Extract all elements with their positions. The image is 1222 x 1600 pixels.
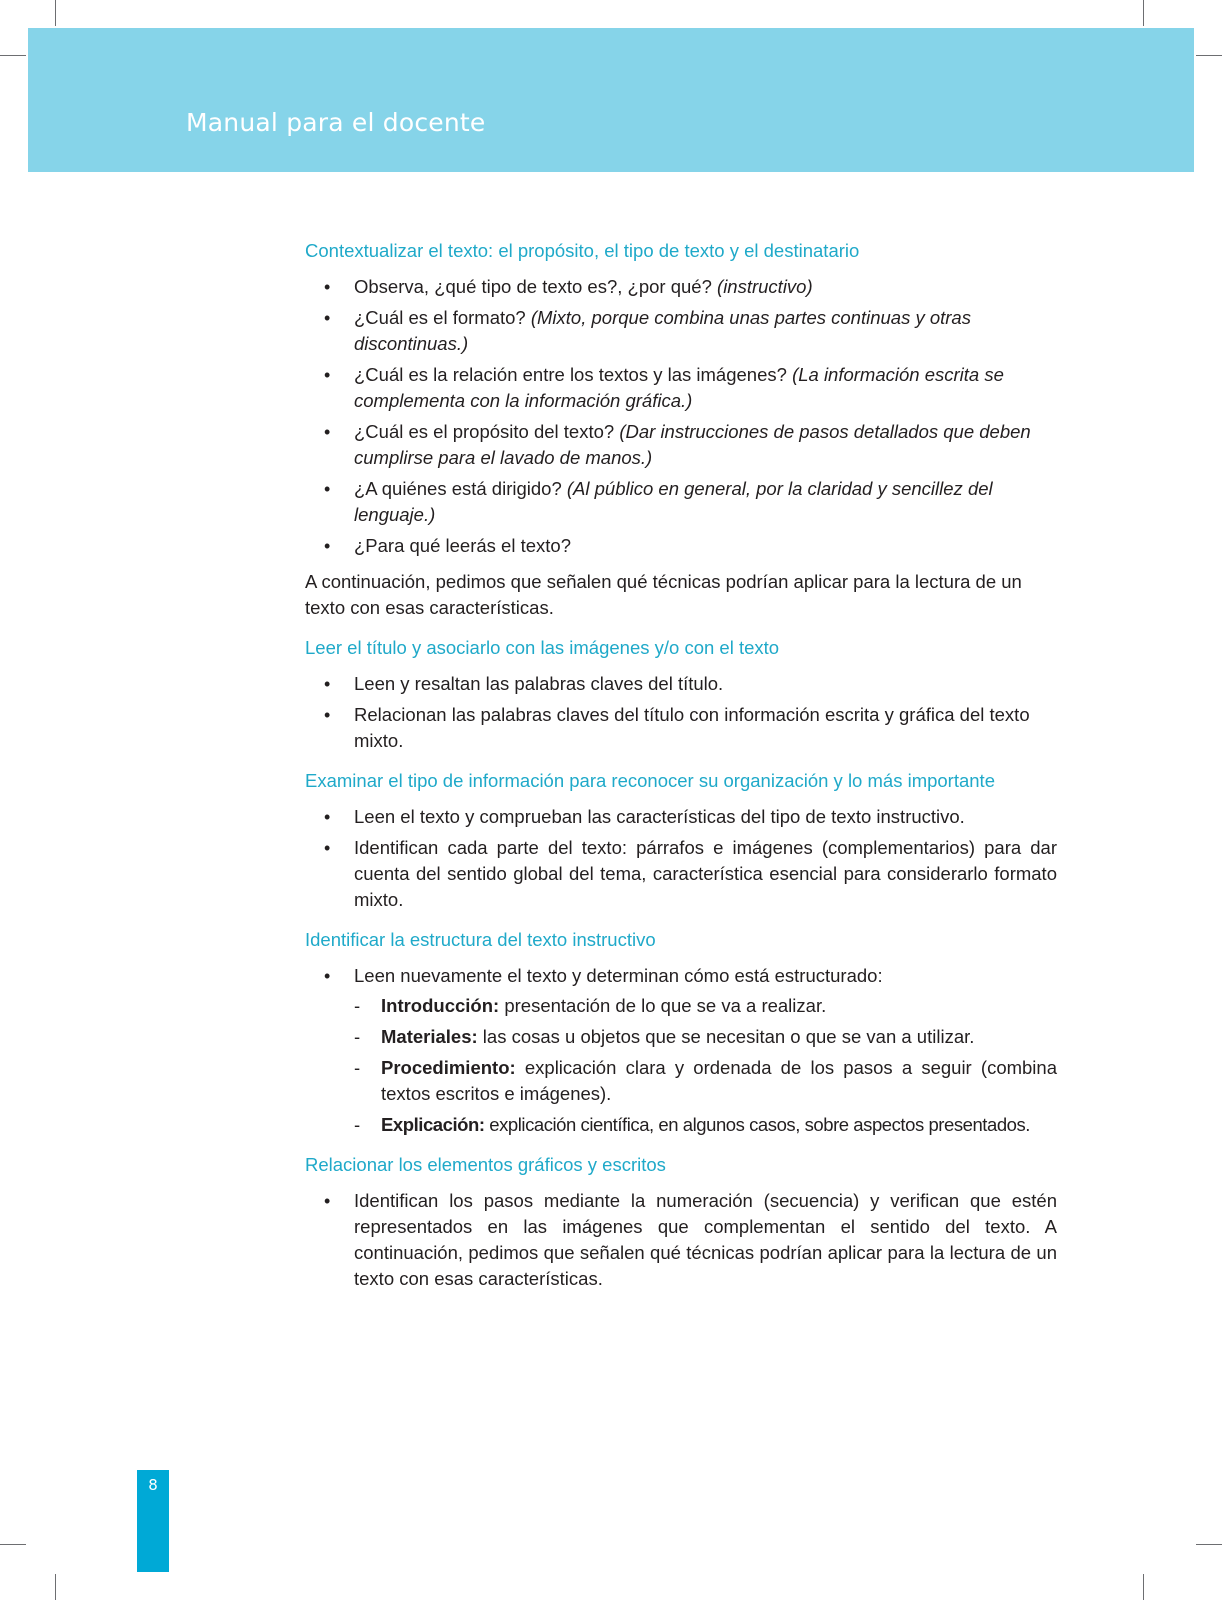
section-heading: Contextualizar el texto: el propósito, el tipo de texto y el destinatario: [305, 240, 860, 261]
list-item: [305, 362, 1057, 414]
answer-text: (Dar instrucciones de pasos detallados que deben cumplirse para el lavado de manos.): [354, 421, 1031, 468]
section-contextualizar: [305, 238, 1057, 621]
list-item: [305, 419, 1057, 471]
crop-mark: [0, 1544, 26, 1545]
sub-list-item: [354, 1055, 1057, 1107]
term-label: Introducción:: [381, 995, 500, 1016]
question-text: ¿A quiénes está dirigido?: [354, 478, 562, 499]
bullet-list: [305, 274, 1057, 559]
bullet-list: [305, 671, 1057, 754]
list-item: [305, 476, 1057, 528]
list-item: [305, 274, 1057, 300]
crop-mark: [1196, 55, 1222, 56]
main-content: [305, 238, 1057, 1297]
dash-icon: -: [354, 1057, 361, 1078]
section-examinar: [305, 768, 1057, 913]
bullet-list: [305, 1188, 1057, 1292]
bullet-icon: •: [324, 838, 331, 858]
question-text: ¿Para qué leerás el texto?: [354, 535, 571, 556]
bullet-list: [305, 804, 1057, 913]
dash-list: [354, 993, 1057, 1138]
bullet-icon: •: [324, 422, 331, 442]
list-item-text: Identifican cada parte del texto: párrafos e imágenes (complementarios) para dar cuenta del sentido global del tema, característica esencial para considerarlo formato mixto.: [354, 837, 1057, 910]
answer-text: (instructivo): [717, 276, 813, 297]
question-text: ¿Cuál es el propósito del texto?: [354, 421, 615, 442]
bullet-icon: •: [324, 705, 331, 725]
list-item-text: Relacionan las palabras claves del título con información escrita y gráfica del texto mixto.: [354, 704, 1030, 751]
header-title: Manual para el docente: [186, 108, 486, 137]
section-heading: Relacionar los elementos gráficos y escritos: [305, 1154, 666, 1175]
term-description: las cosas u objetos que se necesitan o que se van a utilizar.: [477, 1026, 975, 1047]
answer-text: (Mixto, porque combina unas partes continuas y otras discontinuas.): [354, 307, 971, 354]
term-label: Materiales:: [381, 1026, 478, 1047]
term-label: Explicación:: [381, 1114, 485, 1135]
crop-mark: [1143, 1574, 1144, 1600]
bullet-icon: •: [324, 674, 331, 694]
crop-mark: [1196, 1544, 1222, 1545]
list-item: [305, 963, 1057, 1138]
section-heading: Examinar el tipo de información para reconocer su organización y lo más importante: [305, 770, 995, 791]
bullet-list: [305, 963, 1057, 1138]
dash-icon: -: [354, 1114, 360, 1135]
list-item-text: Leen el texto y comprueban las características del tipo de texto instructivo.: [354, 806, 965, 827]
question-text: ¿Cuál es la relación entre los textos y las imágenes?: [354, 364, 787, 385]
dash-icon: -: [354, 995, 361, 1016]
list-item: [305, 835, 1057, 913]
dash-icon: -: [354, 1026, 361, 1047]
sub-list-item: [354, 1112, 1057, 1138]
list-item: [305, 671, 1057, 697]
header-band: [28, 28, 1194, 172]
body-paragraph: A continuación, pedimos que señalen qué técnicas podrían aplicar para la lectura de un texto con esas características.: [305, 571, 1022, 618]
question-text: Observa, ¿qué tipo de texto es?, ¿por qué?: [354, 276, 712, 297]
section-heading: Leer el título y asociarlo con las imágenes y/o con el texto: [305, 637, 780, 658]
list-item-text: Leen nuevamente el texto y determinan cómo está estructurado:: [354, 965, 883, 986]
list-item: [305, 1188, 1057, 1292]
section-estructura: [305, 927, 1057, 1138]
list-item: [305, 804, 1057, 830]
list-item-text: Identifican los pasos mediante la numeración (secuencia) y verifican que estén representados en las imágenes que complementan el sentido del texto. A continuación, pedimos que señalen qué técnicas podrían aplicar para la lectura de un texto con esas características.: [354, 1190, 1057, 1289]
section-leer-titulo: [305, 635, 1057, 754]
list-item: [305, 305, 1057, 357]
sub-list-item: [354, 993, 1057, 1019]
bullet-icon: •: [324, 277, 331, 297]
list-item: [305, 702, 1057, 754]
section-relacionar: [305, 1152, 1057, 1292]
bullet-icon: •: [324, 536, 331, 556]
term-description: explicación clara y ordenada de los pasos a seguir (combina textos escritos e imágenes).: [381, 1057, 1057, 1104]
section-heading: Identificar la estructura del texto instructivo: [305, 929, 656, 950]
answer-text: (Al público en general, por la claridad y sencillez del lenguaje.): [354, 478, 993, 525]
bullet-icon: •: [324, 479, 331, 499]
crop-mark: [55, 1574, 56, 1600]
bullet-icon: •: [324, 308, 331, 328]
page-number-tab: [137, 1470, 169, 1572]
crop-mark: [1143, 0, 1144, 26]
list-item-text: Leen y resaltan las palabras claves del título.: [354, 673, 724, 694]
crop-mark: [0, 55, 26, 56]
list-item: [305, 533, 1057, 559]
bullet-icon: •: [324, 1191, 331, 1211]
question-text: ¿Cuál es el formato?: [354, 307, 526, 328]
term-description: explicación científica, en algunos casos, sobre aspectos presentados.: [484, 1114, 1031, 1135]
term-description: presentación de lo que se va a realizar.: [499, 995, 827, 1016]
bullet-icon: •: [324, 807, 331, 827]
term-label: Procedimiento:: [381, 1057, 516, 1078]
bullet-icon: •: [324, 365, 331, 385]
crop-mark: [55, 0, 56, 26]
sub-list-item: [354, 1024, 1057, 1050]
answer-text: (La información escrita se complementa con la información gráfica.): [354, 364, 1004, 411]
page-number: 8: [148, 1476, 158, 1494]
bullet-icon: •: [324, 966, 331, 986]
